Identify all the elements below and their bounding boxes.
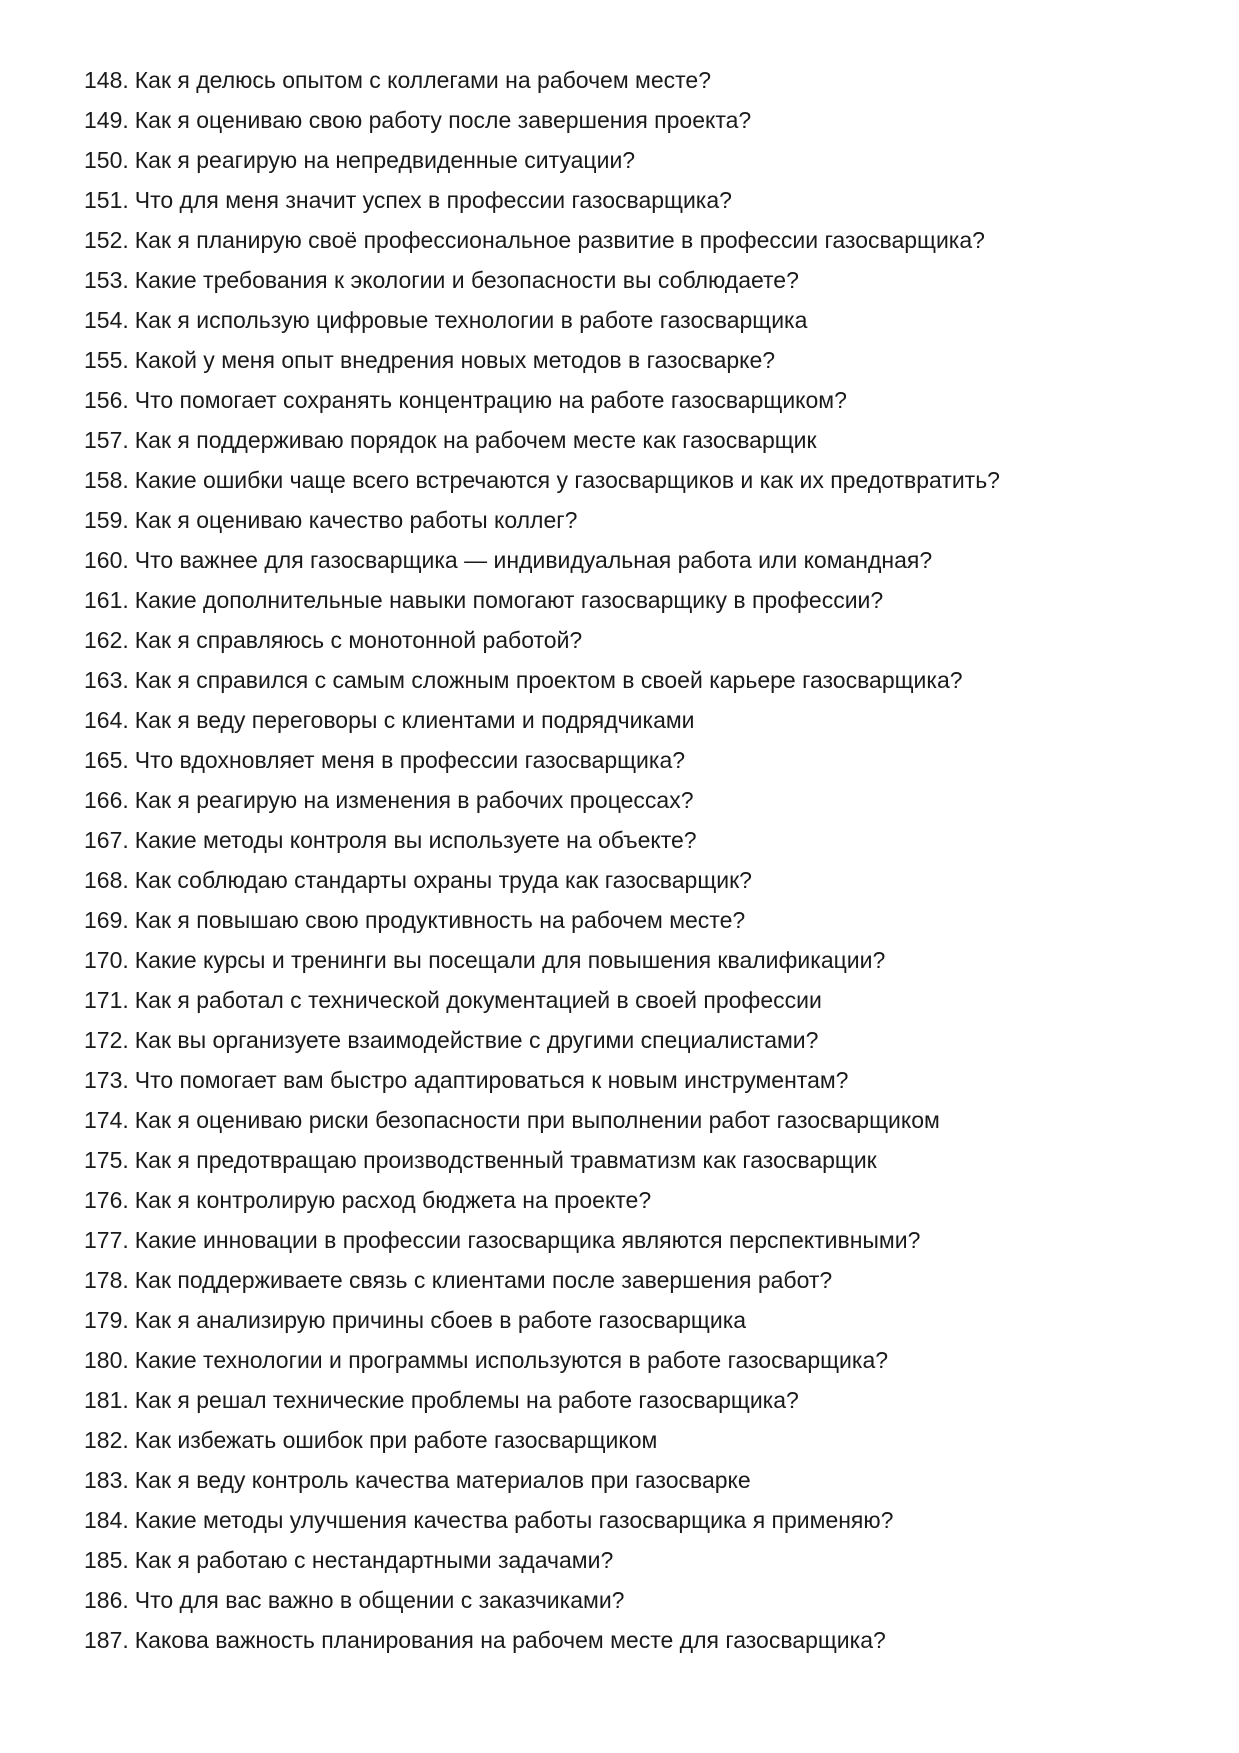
item-number: 177. xyxy=(84,1227,129,1253)
item-text: Что для вас важно в общении с заказчиками? xyxy=(134,1587,625,1613)
item-text: Какие требования к экологии и безопасности вы соблюдаете? xyxy=(134,267,799,293)
item-text: Какие технологии и программы используются в работе газосварщика? xyxy=(134,1347,889,1373)
list-item xyxy=(84,944,1000,984)
item-text: Что помогает вам быстро адаптироваться к новым инструментам? xyxy=(134,1067,849,1093)
list-item xyxy=(84,1024,1000,1064)
item-number: 169. xyxy=(84,907,129,933)
item-text: Как я работал с технической документацией в своей профессии xyxy=(134,987,822,1013)
item-text: Какие дополнительные навыки помогают газосварщику в профессии? xyxy=(134,587,884,613)
list-item xyxy=(84,224,1000,264)
list-item xyxy=(84,384,1000,424)
item-text: Какие курсы и тренинги вы посещали для повышения квалификации? xyxy=(134,947,886,973)
item-text: Какие ошибки чаще всего встречаются у газосварщиков и как их предотвратить? xyxy=(134,467,1000,493)
item-number: 163. xyxy=(84,667,129,693)
list-item xyxy=(84,504,1000,544)
list-item xyxy=(84,1464,1000,1504)
item-text: Что помогает сохранять концентрацию на работе газосварщиком? xyxy=(134,387,847,413)
item-text: Как я оцениваю риски безопасности при выполнении работ газосварщиком xyxy=(134,1107,940,1133)
item-number: 172. xyxy=(84,1027,129,1053)
list-item xyxy=(84,824,1000,864)
list-item xyxy=(84,304,1000,344)
item-number: 152. xyxy=(84,227,129,253)
item-number: 157. xyxy=(84,427,129,453)
item-text: Какова важность планирования на рабочем месте для газосварщика? xyxy=(134,1627,886,1653)
list-item xyxy=(84,264,1000,304)
list-item xyxy=(84,104,1000,144)
item-text: Что важнее для газосварщика — индивидуальная работа или командная? xyxy=(134,547,933,573)
item-text: Как я оцениваю качество работы коллег? xyxy=(134,507,578,533)
item-number: 148. xyxy=(84,67,129,93)
list-item xyxy=(84,1384,1000,1424)
item-number: 178. xyxy=(84,1267,129,1293)
list-item xyxy=(84,1184,1000,1224)
item-number: 164. xyxy=(84,707,129,733)
list-item xyxy=(84,664,1000,704)
list-item xyxy=(84,1304,1000,1344)
list-item xyxy=(84,744,1000,784)
item-text: Как я справляюсь с монотонной работой? xyxy=(134,627,583,653)
item-number: 161. xyxy=(84,587,129,613)
item-text: Как я оцениваю свою работу после завершения проекта? xyxy=(134,107,752,133)
item-number: 150. xyxy=(84,147,129,173)
item-text: Как я делюсь опытом с коллегами на рабочем месте? xyxy=(134,67,712,93)
list-item xyxy=(84,1144,1000,1184)
item-number: 175. xyxy=(84,1147,129,1173)
item-number: 159. xyxy=(84,507,129,533)
item-text: Как я решал технические проблемы на работе газосварщика? xyxy=(134,1387,799,1413)
list-item xyxy=(84,1264,1000,1304)
item-text: Как я поддерживаю порядок на рабочем месте как газосварщик xyxy=(134,427,817,453)
item-number: 151. xyxy=(84,187,129,213)
item-text: Как я анализирую причины сбоев в работе газосварщика xyxy=(134,1307,747,1333)
item-text: Как я контролирую расход бюджета на проекте? xyxy=(134,1187,652,1213)
item-text: Что для меня значит успех в профессии газосварщика? xyxy=(134,187,732,213)
item-number: 182. xyxy=(84,1427,129,1453)
item-text: Какие методы улучшения качества работы газосварщика я применяю? xyxy=(134,1507,894,1533)
list-item xyxy=(84,1584,1000,1624)
list-item xyxy=(84,584,1000,624)
list-item xyxy=(84,704,1000,744)
question-list xyxy=(84,64,1000,1664)
item-text: Как соблюдаю стандарты охраны труда как газосварщик? xyxy=(134,867,752,893)
list-item xyxy=(84,1064,1000,1104)
item-number: 180. xyxy=(84,1347,129,1373)
item-text: Как я использую цифровые технологии в работе газосварщика xyxy=(134,307,808,333)
list-item xyxy=(84,904,1000,944)
item-number: 181. xyxy=(84,1387,129,1413)
list-item xyxy=(84,144,1000,184)
item-text: Как я веду контроль качества материалов при газосварке xyxy=(134,1467,751,1493)
item-number: 174. xyxy=(84,1107,129,1133)
list-item xyxy=(84,984,1000,1024)
item-number: 167. xyxy=(84,827,129,853)
item-number: 183. xyxy=(84,1467,129,1493)
item-number: 173. xyxy=(84,1067,129,1093)
list-item xyxy=(84,1504,1000,1544)
item-number: 160. xyxy=(84,547,129,573)
list-item xyxy=(84,1344,1000,1384)
item-text: Что вдохновляет меня в профессии газосварщика? xyxy=(134,747,686,773)
list-item xyxy=(84,544,1000,584)
item-text: Как я справился с самым сложным проектом в своей карьере газосварщика? xyxy=(134,667,963,693)
list-item xyxy=(84,624,1000,664)
item-number: 166. xyxy=(84,787,129,813)
item-number: 170. xyxy=(84,947,129,973)
item-number: 185. xyxy=(84,1547,129,1573)
item-text: Как я повышаю свою продуктивность на рабочем месте? xyxy=(134,907,746,933)
list-item xyxy=(84,64,1000,104)
item-number: 154. xyxy=(84,307,129,333)
item-number: 155. xyxy=(84,347,129,373)
item-number: 153. xyxy=(84,267,129,293)
item-text: Как вы организуете взаимодействие с другими специалистами? xyxy=(134,1027,819,1053)
item-number: 168. xyxy=(84,867,129,893)
item-number: 171. xyxy=(84,987,129,1013)
list-item xyxy=(84,1104,1000,1144)
item-number: 149. xyxy=(84,107,129,133)
list-item xyxy=(84,184,1000,224)
item-text: Как я реагирую на непредвиденные ситуации? xyxy=(134,147,636,173)
list-item xyxy=(84,1624,1000,1664)
list-item xyxy=(84,464,1000,504)
item-text: Как я реагирую на изменения в рабочих процессах? xyxy=(134,787,694,813)
item-number: 176. xyxy=(84,1187,129,1213)
item-number: 156. xyxy=(84,387,129,413)
item-text: Какие методы контроля вы используете на объекте? xyxy=(134,827,697,853)
list-item xyxy=(84,344,1000,384)
list-item xyxy=(84,784,1000,824)
list-item xyxy=(84,1544,1000,1584)
item-number: 184. xyxy=(84,1507,129,1533)
item-text: Как я предотвращаю производственный травматизм как газосварщик xyxy=(134,1147,877,1173)
item-text: Как я работаю с нестандартными задачами? xyxy=(134,1547,614,1573)
item-number: 162. xyxy=(84,627,129,653)
item-text: Какой у меня опыт внедрения новых методов в газосварке? xyxy=(134,347,776,373)
item-text: Как поддерживаете связь с клиентами после завершения работ? xyxy=(134,1267,833,1293)
item-text: Как я планирую своё профессиональное развитие в профессии газосварщика? xyxy=(134,227,985,253)
item-text: Какие инновации в профессии газосварщика являются перспективными? xyxy=(134,1227,921,1253)
list-item xyxy=(84,1224,1000,1264)
item-number: 186. xyxy=(84,1587,129,1613)
item-text: Как избежать ошибок при работе газосварщиком xyxy=(134,1427,658,1453)
list-item xyxy=(84,1424,1000,1464)
item-number: 165. xyxy=(84,747,129,773)
list-item xyxy=(84,424,1000,464)
list-item xyxy=(84,864,1000,904)
item-number: 179. xyxy=(84,1307,129,1333)
item-text: Как я веду переговоры с клиентами и подрядчиками xyxy=(134,707,695,733)
item-number: 187. xyxy=(84,1627,129,1653)
item-number: 158. xyxy=(84,467,129,493)
